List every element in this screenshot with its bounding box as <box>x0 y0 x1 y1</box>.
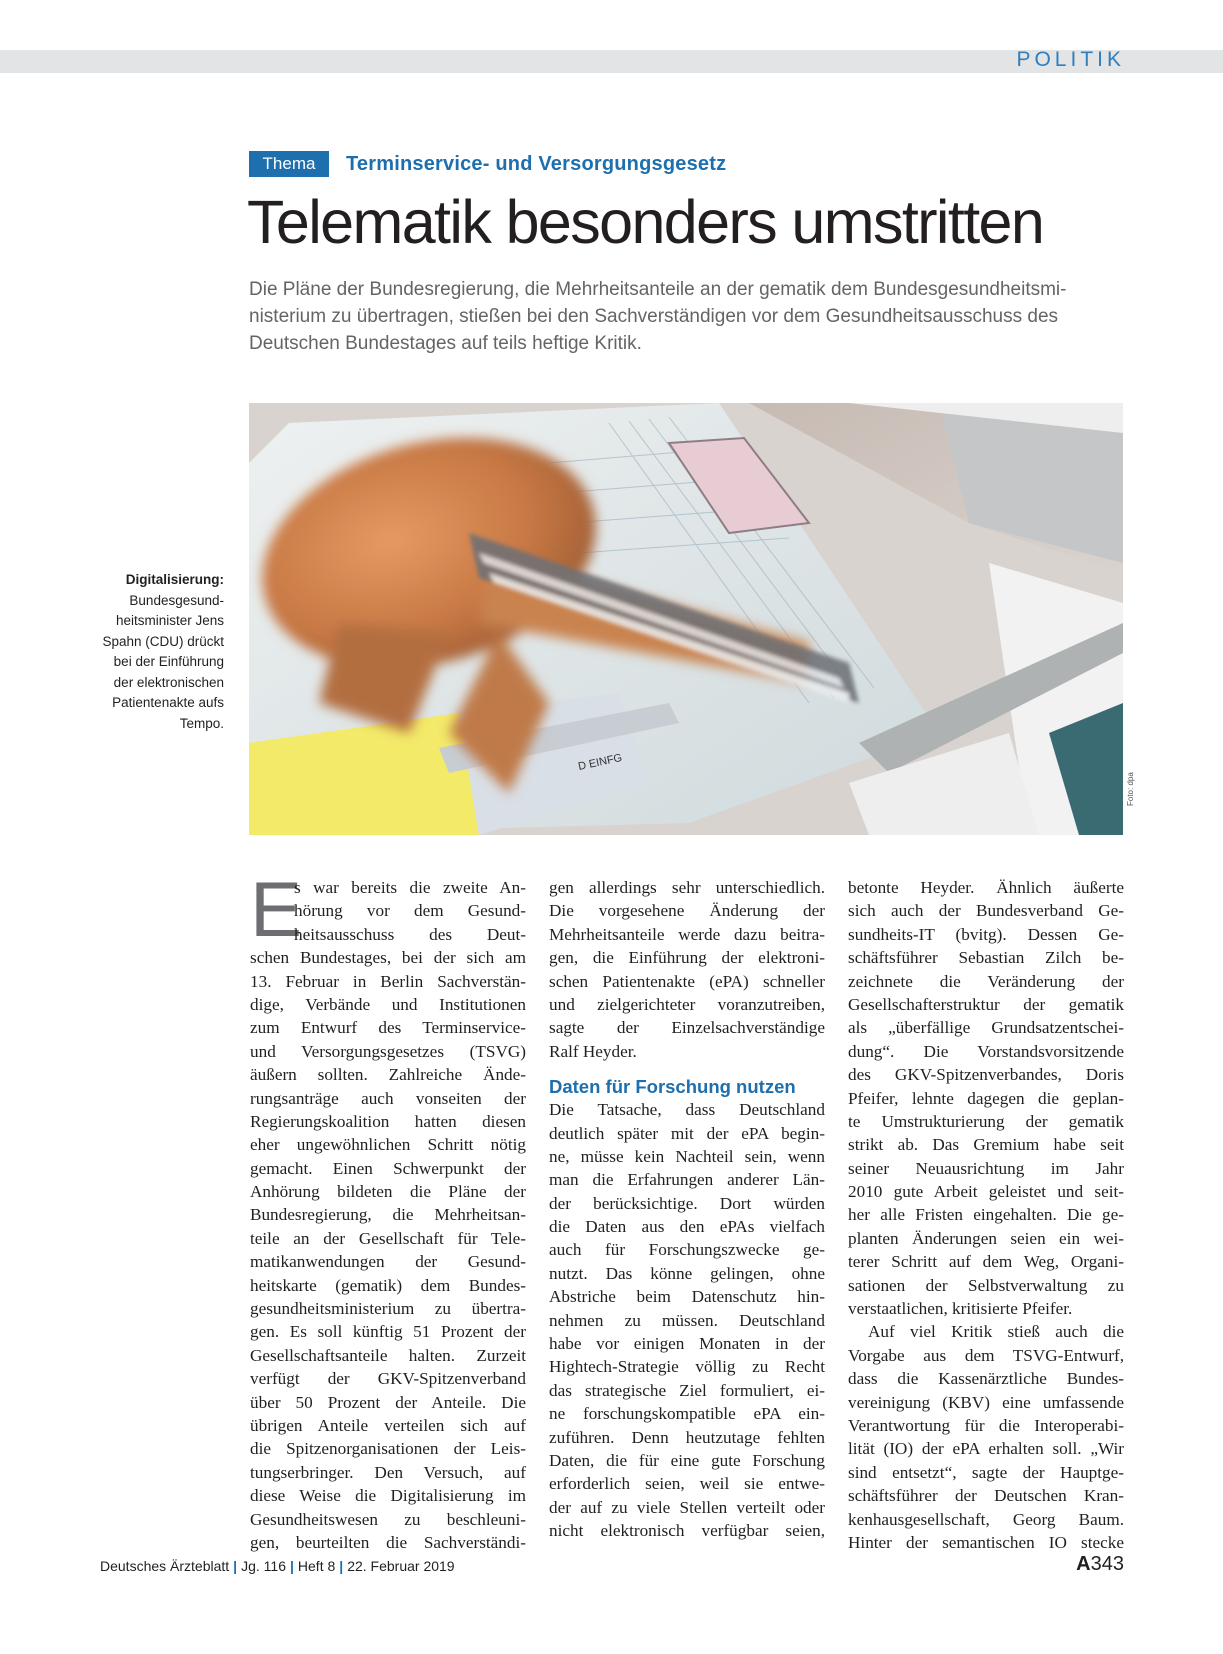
body-line: dass die Kassenärztliche Bundes- <box>848 1369 1124 1389</box>
page-number-value: 343 <box>1090 1553 1124 1575</box>
body-line: sich auch der Bundesverband Ge- <box>848 901 1124 921</box>
body-line: Gesellschaftsanteile halten. Zurzeit <box>250 1345 526 1365</box>
caption-title: Digitalisierung: <box>125 572 224 587</box>
body-line: nicht elektronisch verfügbar seien, <box>549 1521 825 1541</box>
body-line: gesundheitsministerium zu übertra- <box>250 1299 526 1319</box>
body-line: und Versorgungsgesetzes (TSVG) <box>250 1041 526 1061</box>
body-line: gemacht. Einen Schwerpunkt der <box>250 1158 526 1178</box>
body-line: rungsanträge auch vonseiten der <box>250 1088 526 1108</box>
body-line: betonte Heyder. Ähnlich äußerte <box>848 878 1124 897</box>
body-line: äußern sollten. Zahlreiche Ände- <box>250 1065 526 1085</box>
caption-line: bei der Einführung <box>113 654 224 669</box>
kicker-label: Thema <box>249 151 329 177</box>
journal-volume: Jg. 116 <box>241 1558 286 1574</box>
body-line: der berücksichtige. Dort würden <box>549 1193 825 1213</box>
body-line: gen, beurteilten die Sachverständi- <box>250 1532 526 1552</box>
body-line: über 50 Prozent der Anteile. Die <box>250 1392 526 1412</box>
body-line: Regierungskoalition hatten diesen <box>250 1111 526 1131</box>
body-line: 2010 gute Arbeit geleistet und seit- <box>848 1182 1124 1202</box>
body-column-2 <box>549 876 825 1543</box>
body-line: dige, Verbände und Institutionen <box>250 994 526 1014</box>
body-line: Die vorgesehene Änderung der <box>549 901 825 921</box>
body-line: Ralf Heyder. <box>549 1041 637 1061</box>
caption-line: Patientenakte aufs <box>112 695 224 710</box>
body-line: gen, die Einführung der elektroni- <box>549 948 825 968</box>
subheading: Daten für Forschung nutzen <box>549 1076 796 1098</box>
body-line: Pfeifer, lehnte dagegen die geplan- <box>848 1088 1124 1108</box>
kicker-topic: Terminservice- und Versorgungsgesetz <box>346 153 727 175</box>
article-photo <box>249 403 1123 835</box>
body-column-3 <box>848 876 1124 1554</box>
caption-line: Spahn (CDU) drückt <box>102 633 224 649</box>
body-line: Mehrheitsanteile werde dazu beitra- <box>549 924 825 944</box>
journal-name: Deutsches Ärzteblatt <box>100 1558 230 1574</box>
body-line: te Umstrukturierung der gematik <box>848 1111 1124 1131</box>
body-line: tungserbringer. Den Versuch, auf <box>250 1462 526 1482</box>
lead-line: Deutschen Bundestages auf teils heftige Kritik. <box>249 333 642 354</box>
footer-separator: | <box>289 1558 294 1574</box>
body-line: Gesellschafterstruktur der gematik <box>848 994 1124 1014</box>
body-line: sagte der Einzelsachverständige <box>549 1018 825 1038</box>
photo-illustration <box>249 403 1123 835</box>
body-line: heitskarte (gematik) dem Bundes- <box>250 1275 526 1295</box>
body-line: sationen der Selbstverwaltung zu <box>848 1275 1124 1295</box>
photo-credit: Foto: dpa <box>1126 772 1135 806</box>
body-line: eher ungewöhnlichen Schritt nötig <box>250 1135 526 1155</box>
body-line: übrigen Anteile verteilen sich auf <box>250 1415 526 1435</box>
body-line: ne, müsse kein Nachteil sein, wenn <box>549 1146 825 1166</box>
page-prefix: A <box>1076 1553 1091 1575</box>
body-line: dung“. Die Vorstandsvorsitzende <box>848 1041 1124 1061</box>
body-line: verfügt der GKV-Spitzenverband <box>250 1369 526 1389</box>
body-line: der auf zu viele Stellen verteilt oder <box>549 1497 825 1517</box>
screen-text: D EINFG <box>577 751 624 773</box>
body-line: ne forschungskompatible ePA ein- <box>549 1404 825 1424</box>
caption-line: heitsminister Jens <box>115 613 224 628</box>
body-line: gen. Es soll künftig 51 Prozent der <box>250 1322 526 1342</box>
body-line: zuführen. Denn heutzutage fehlten <box>549 1427 825 1447</box>
headline: Telematik besonders umstritten <box>247 188 1044 256</box>
lead-line: Die Pläne der Bundesregierung, die Mehrheitsanteile an der gematik dem Bundesgesundheitsmi- <box>249 279 1067 300</box>
body-line: diese Weise die Digitalisierung im <box>250 1486 526 1506</box>
caption-line: Bundesgesund- <box>129 592 224 608</box>
body-line: matikanwendungen der Gesund- <box>250 1252 526 1272</box>
body-line: schäftsführer der Deutschen Kran- <box>848 1486 1124 1506</box>
body-line: Gesundheitswesen zu beschleuni- <box>250 1509 526 1529</box>
body-line: Auf viel Kritik stieß auch die <box>868 1322 1124 1342</box>
body-line: Vorgabe aus dem TSVG-Entwurf, <box>848 1345 1124 1365</box>
body-line: nutzt. Das könne gelingen, ohne <box>549 1263 825 1283</box>
body-line: Abstriche beim Datenschutz hin- <box>549 1287 825 1307</box>
body-line: gen allerdings sehr unterschiedlich. <box>549 878 825 897</box>
body-line: deutlich später mit der ePA begin- <box>549 1123 825 1143</box>
drop-cap: E <box>250 865 303 953</box>
footer-separator: | <box>233 1558 238 1574</box>
body-line: s war bereits die zweite An- <box>294 878 526 897</box>
body-line: kenhausgesellschaft, Georg Baum. <box>848 1509 1124 1529</box>
body-line: schäftsführer Sebastian Zilch be- <box>848 948 1124 968</box>
body-line: die Daten aus den ePAs vielfach <box>549 1217 825 1237</box>
footer-citation <box>100 1558 455 1574</box>
body-line: strikt ab. Das Gremium habe seit <box>848 1135 1124 1155</box>
body-line: sundheits-IT (bvitg). Dessen Ge- <box>848 924 1124 944</box>
photo-caption <box>94 570 224 734</box>
body-line: Hightech-Strategie völlig zu Recht <box>549 1357 825 1377</box>
body-line: seiner Neuausrichtung im Jahr <box>848 1158 1124 1178</box>
body-line: die Spitzenorganisationen der Leis- <box>250 1439 526 1459</box>
section-label: POLITIK <box>1016 48 1125 71</box>
body-line: als „überfällige Grundsatzentschei- <box>848 1018 1124 1038</box>
body-line: Daten, die für eine gute Forschung <box>549 1450 825 1470</box>
journal-issue: Heft 8 <box>297 1558 336 1574</box>
body-line: zeichnete die Veränderung der <box>848 971 1124 991</box>
body-line: schen Bundestages, bei der sich am <box>250 948 526 968</box>
body-line: Bundesregierung, die Mehrheitsan- <box>250 1205 526 1225</box>
body-line: hörung vor dem Gesund- <box>294 901 526 921</box>
caption-line: Tempo. <box>179 715 224 731</box>
lead-line: nisterium zu übertragen, stießen bei den Sachverständigen vor dem Gesundheitsausschuss des <box>249 306 1059 327</box>
body-line: schen Patientenakte (ePA) schneller <box>549 971 825 991</box>
body-line: Die Tatsache, dass Deutschland <box>549 1100 825 1120</box>
body-line: planten Änderungen seien ein wei- <box>848 1228 1124 1248</box>
body-line: sind entsetzt“, sagte der Hauptge- <box>848 1462 1124 1482</box>
body-line: und zielgerichteter voranzutreiben, <box>549 994 825 1014</box>
body-line: nehmen zu müssen. Deutschland <box>549 1310 825 1330</box>
body-line: verstaatlichen, kritisierte Pfeifer. <box>848 1299 1073 1319</box>
page-number <box>1076 1553 1124 1576</box>
body-line: Anhörung bildeten die Pläne der <box>250 1182 526 1202</box>
body-line: Hinter der semantischen IO stecke <box>848 1532 1124 1552</box>
body-line: teile an der Gesellschaft für Tele- <box>250 1228 526 1248</box>
body-line: erforderlich seien, weil sie entwe- <box>549 1474 825 1494</box>
body-line: 13. Februar in Berlin Sachverstän- <box>250 971 526 991</box>
body-line: terer Schritt auf dem Weg, Organi- <box>848 1252 1124 1272</box>
caption-line: der elektronischen <box>113 674 224 690</box>
body-line: Verantwortung für die Interoperabi- <box>848 1415 1124 1435</box>
body-line: heitsausschuss des Deut- <box>294 924 526 944</box>
body-line: man die Erfahrungen anderer Län- <box>549 1170 825 1190</box>
body-line: her alle Fristen eingehalten. Die ge- <box>848 1205 1124 1225</box>
body-line: auch für Forschungszwecke ge- <box>549 1240 825 1260</box>
body-line: vereinigung (KBV) eine umfassende <box>848 1392 1124 1412</box>
body-line: des GKV-Spitzenverbandes, Doris <box>848 1065 1124 1085</box>
body-line: habe vor einigen Monaten in der <box>549 1334 825 1354</box>
body-column-1 <box>250 865 526 1554</box>
body-line: das strategische Ziel formuliert, ei- <box>549 1380 825 1400</box>
body-line: zum Entwurf des Terminservice- <box>250 1018 526 1038</box>
footer-separator: | <box>339 1558 344 1574</box>
body-line: lität (IO) der ePA erhalten soll. „Wir <box>848 1439 1124 1459</box>
lead-paragraph <box>249 276 1109 357</box>
journal-date: 22. Februar 2019 <box>347 1558 455 1574</box>
